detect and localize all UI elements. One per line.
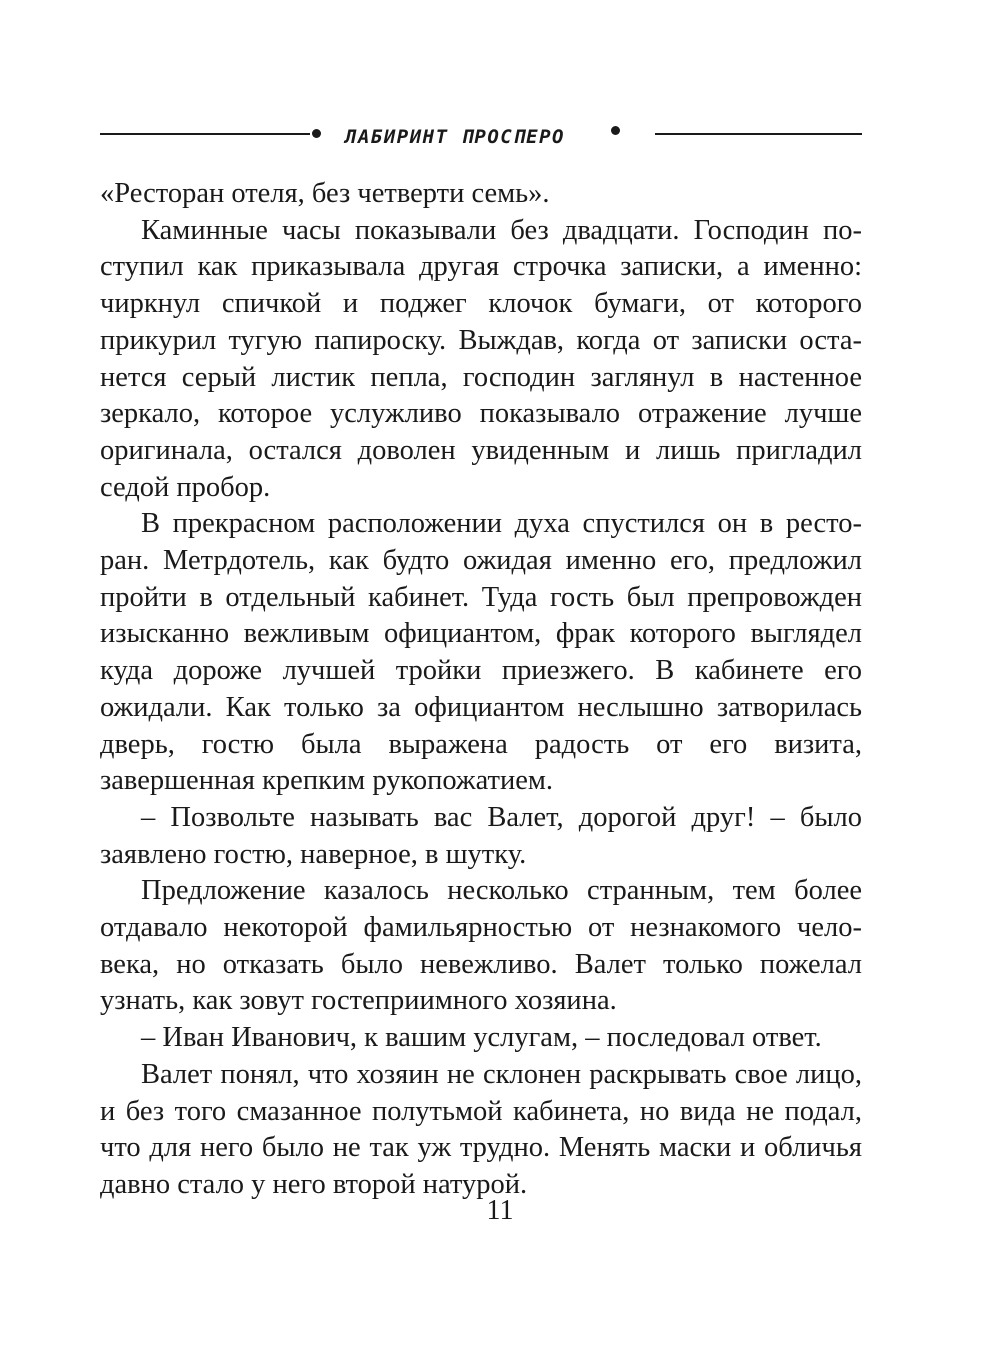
- header-rule-left: [100, 133, 310, 135]
- paragraph: «Ресторан отеля, без четверти семь».: [100, 178, 550, 209]
- paragraph: Предложение казалось несколько странным, тем более отдавало некоторой фамильярностью от незнакомого человека, но отказать было невежливо. Валет только пожелал узнать, как зовут гостеприимного хозяина.: [100, 875, 862, 1017]
- paragraph: Каминные часы показывали без двадцати. Господин поступил как приказывала другая строчка записки, а именно: чиркнул спичкой и поджег клочок бумаги, от которого прикурил тугую папироску. Выждав, когда от записки останется серый листик пепла, господин заглянул в настенное зеркало, которое услужливо показывало отражение лучше оригинала, остался доволен увиденным и лишь пригладил седой пробор.: [100, 214, 862, 503]
- page-number: 11: [486, 1195, 514, 1226]
- header-rule-right: [655, 133, 862, 135]
- body-text: [100, 176, 862, 1204]
- paragraph: В прекрасном расположении духа спустился он в ресторан. Метрдотель, как будто ожидая именно его, предложил пройти в отдельный кабинет. Туда гость был препровожден изысканно вежливым официантом, фрак которого выглядел куда дороже лучшей тройки приезжего. В кабинете его ожидали. Как только за официантом неслышно затворилась дверь, гостю была выражена радость от его визита, завершенная крепким рукопожатием.: [100, 508, 862, 797]
- paragraph: – Позвольте называть вас Валет, дорогой друг! – было заявлено гостю, наверное, в шутку.: [100, 801, 862, 870]
- paragraph: Валет понял, что хозяин не склонен раскрывать свое лицо, и без того смазанное полутьмой кабинета, но вида не подал, что для него было не так уж трудно. Менять маски и обличья давно стало у него второй натурой.: [100, 1058, 862, 1200]
- running-header: [100, 118, 862, 152]
- header-bullet-left: [312, 129, 321, 138]
- paragraph: – Иван Иванович, к вашим услугам, – последовал ответ.: [141, 1022, 822, 1054]
- header-bullet-right: [611, 126, 620, 135]
- running-title: ЛАБИРИНТ ПРОСПЕРО: [345, 126, 565, 148]
